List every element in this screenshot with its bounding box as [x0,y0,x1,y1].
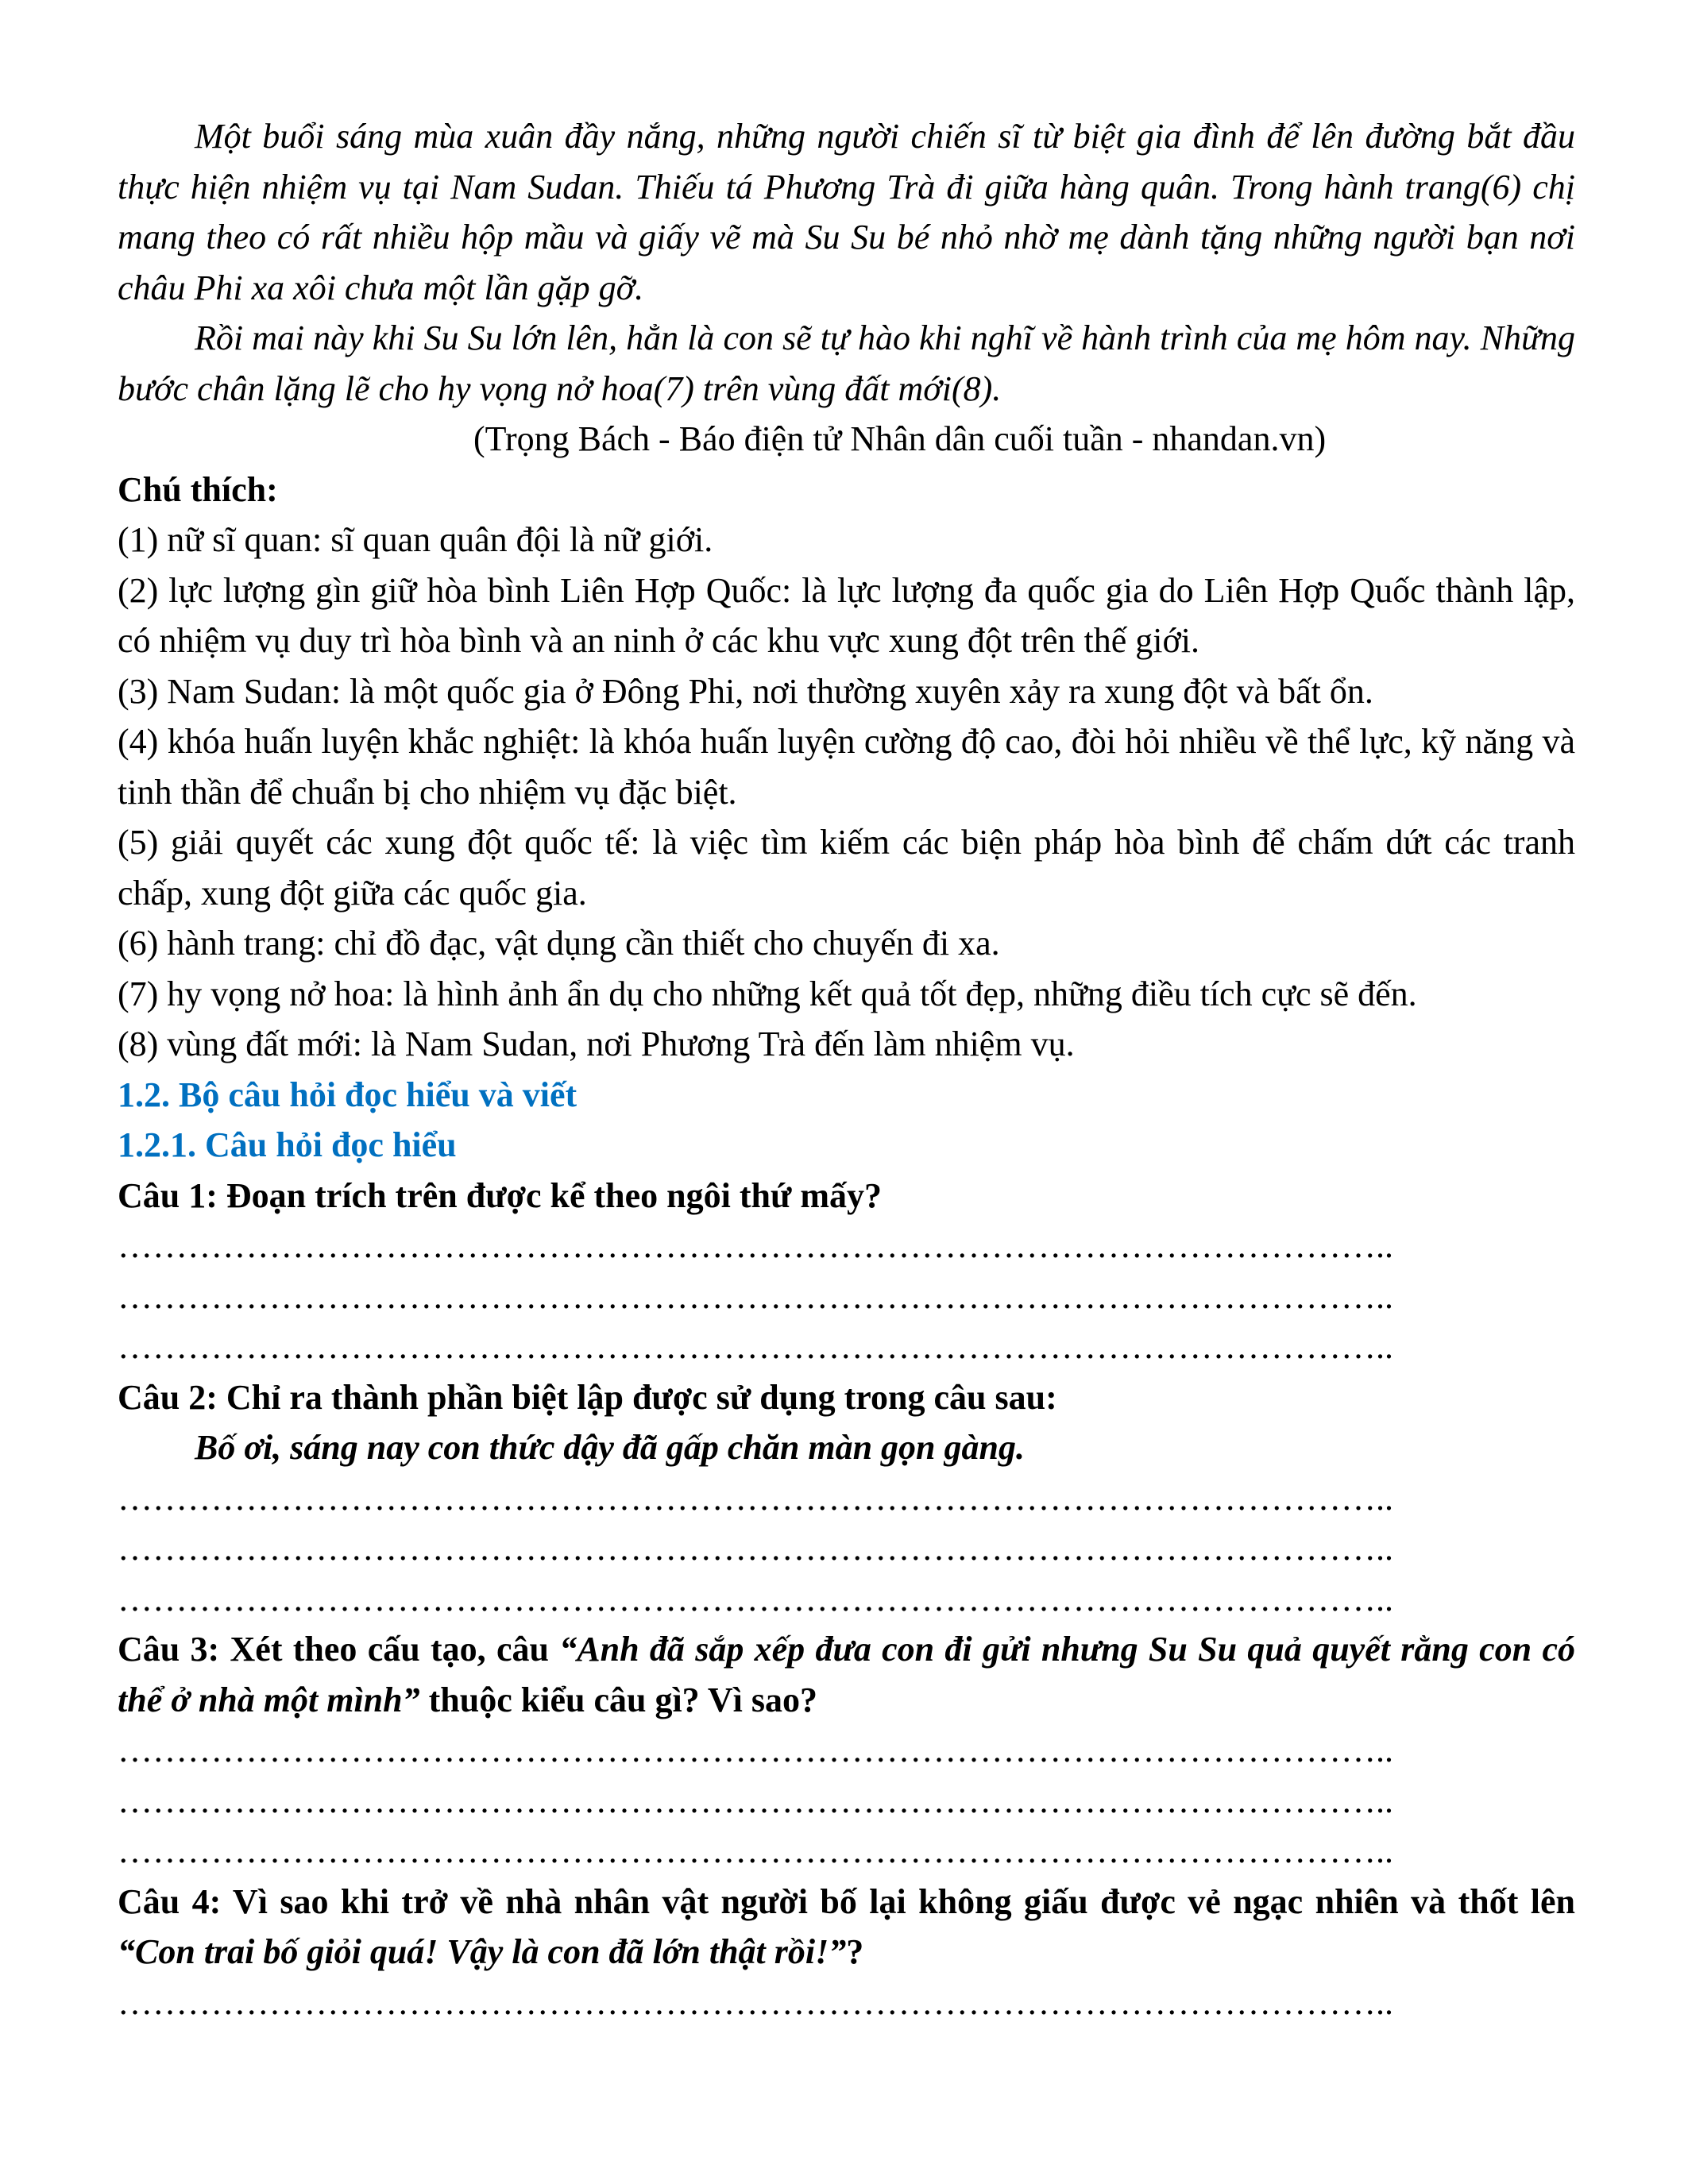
answer-line-q2-1[interactable]: ……………………………………………………………………………………………….. [118,1478,1393,1518]
question-3-suffix: thuộc kiểu câu gì? Vì sao? [419,1680,817,1719]
answer-line-q3-3[interactable]: ……………………………………………………………………………………………….. [118,1831,1393,1870]
note-item-7: (7) hy vọng nở hoa: là hình ảnh ẩn dụ cho những kết quả tốt đẹp, những điều tích cực sẽ đến. [118,974,1417,1013]
note-item-6: (6) hành trang: chỉ đồ đạc, vật dụng cần thiết cho chuyến đi xa. [118,924,1000,963]
section-subheading: 1.2.1. Câu hỏi đọc hiểu [118,1125,457,1164]
answer-line-q1-2[interactable]: ……………………………………………………………………………………………….. [118,1276,1393,1316]
note-item-3: (3) Nam Sudan: là một quốc gia ở Đông Phi, nơi thường xuyên xảy ra xung đột và bất ổn. [118,671,1373,711]
note-item-5: (5) giải quyết các xung đột quốc tế: là việc tìm kiếm các biện pháp hòa bình để chấm dứt các tranh chấp, xung đột giữa các quốc gia. [118,823,1575,913]
answer-line-q2-3[interactable]: ……………………………………………………………………………………………….. [118,1579,1393,1619]
answer-line-q3-2[interactable]: ……………………………………………………………………………………………….. [118,1781,1393,1820]
question-2-quote: Bố ơi, sáng nay con thức dậy đã gấp chăn màn gọn gàng. [195,1428,1025,1467]
question-4-suffix: ? [846,1932,864,1971]
note-item-2: (2) lực lượng gìn giữ hòa bình Liên Hợp Quốc: là lực lượng đa quốc gia do Liên Hợp Quốc thành lập, có nhiệm vụ duy trì hòa bình và an ninh ở các khu vực xung đột trên thế giới. [118,570,1575,660]
notes-title: Chú thích: [118,469,278,509]
answer-line-q3-1[interactable]: ……………………………………………………………………………………………….. [118,1731,1393,1769]
story-paragraph-2: Rồi mai này khi Su Su lớn lên, hẳn là con sẽ tự hào khi nghĩ về hành trình của mẹ hôm nay. Những bước chân lặng lẽ cho hy vọng nở hoa(7) trên vùng đất mới(8). [118,318,1575,408]
answer-line-q2-2[interactable]: ……………………………………………………………………………………………….. [118,1529,1393,1568]
answer-line-q1-3[interactable]: ……………………………………………………………………………………………….. [118,1327,1393,1366]
question-4 [118,1877,1575,1978]
question-3-prefix: Câu 3: Xét theo cấu tạo, câu [118,1630,560,1669]
question-4-prefix: Câu 4: Vì sao khi trở về nhà nhân vật người bố lại không giấu được vẻ ngạc nhiên và thốt lên [118,1881,1575,1921]
question-1: Câu 1: Đoạn trích trên được kể theo ngôi thứ mấy? [118,1175,883,1215]
story-source: (Trọng Bách - Báo điện tử Nhân dân cuối tuần - nhandan.vn) [473,419,1327,458]
section-heading: 1.2. Bộ câu hỏi đọc hiểu và viết [118,1075,577,1114]
question-3-quote: “Anh đã sắp xếp đưa con đi gửi nhưng Su Su quả quyết rằng con có thể ở nhà một mình” [118,1630,1575,1719]
question-2: Câu 2: Chỉ ra thành phần biệt lập được sử dụng trong câu sau: [118,1377,1057,1417]
question-3 [118,1624,1575,1725]
answer-line-q4-1[interactable]: ……………………………………………………………………………………………….. [118,1982,1393,2022]
answer-line-q1-1[interactable]: ……………………………………………………………………………………………….. [118,1226,1393,1265]
note-item-1: (1) nữ sĩ quan: sĩ quan quân đội là nữ giới. [118,520,713,559]
question-4-quote: “Con trai bố giỏi quá! Vậy là con đã lớn thật rồi!” [118,1932,847,1971]
story-paragraph-1: Một buổi sáng mùa xuân đầy nắng, những người chiến sĩ từ biệt gia đình để lên đường bắt đầu thực hiện nhiệm vụ tại Nam Sudan. Thiếu tá Phương Trà đi giữa hàng quân. Trong hành trang(6) chị mang theo có rất nhiều hộp mầu và giấy vẽ mà Su Su bé nhỏ nhờ mẹ dành tặng những người bạn nơi châu Phi xa xôi chưa một lần gặp gỡ. [118,117,1575,307]
note-item-4: (4) khóa huấn luyện khắc nghiệt: là khóa huấn luyện cường độ cao, đòi hỏi nhiều về thể lực, kỹ năng và tinh thần để chuẩn bị cho nhiệm vụ đặc biệt. [118,722,1575,812]
note-item-8: (8) vùng đất mới: là Nam Sudan, nơi Phương Trà đến làm nhiệm vụ. [118,1024,1075,1063]
document-page [118,111,1575,2028]
